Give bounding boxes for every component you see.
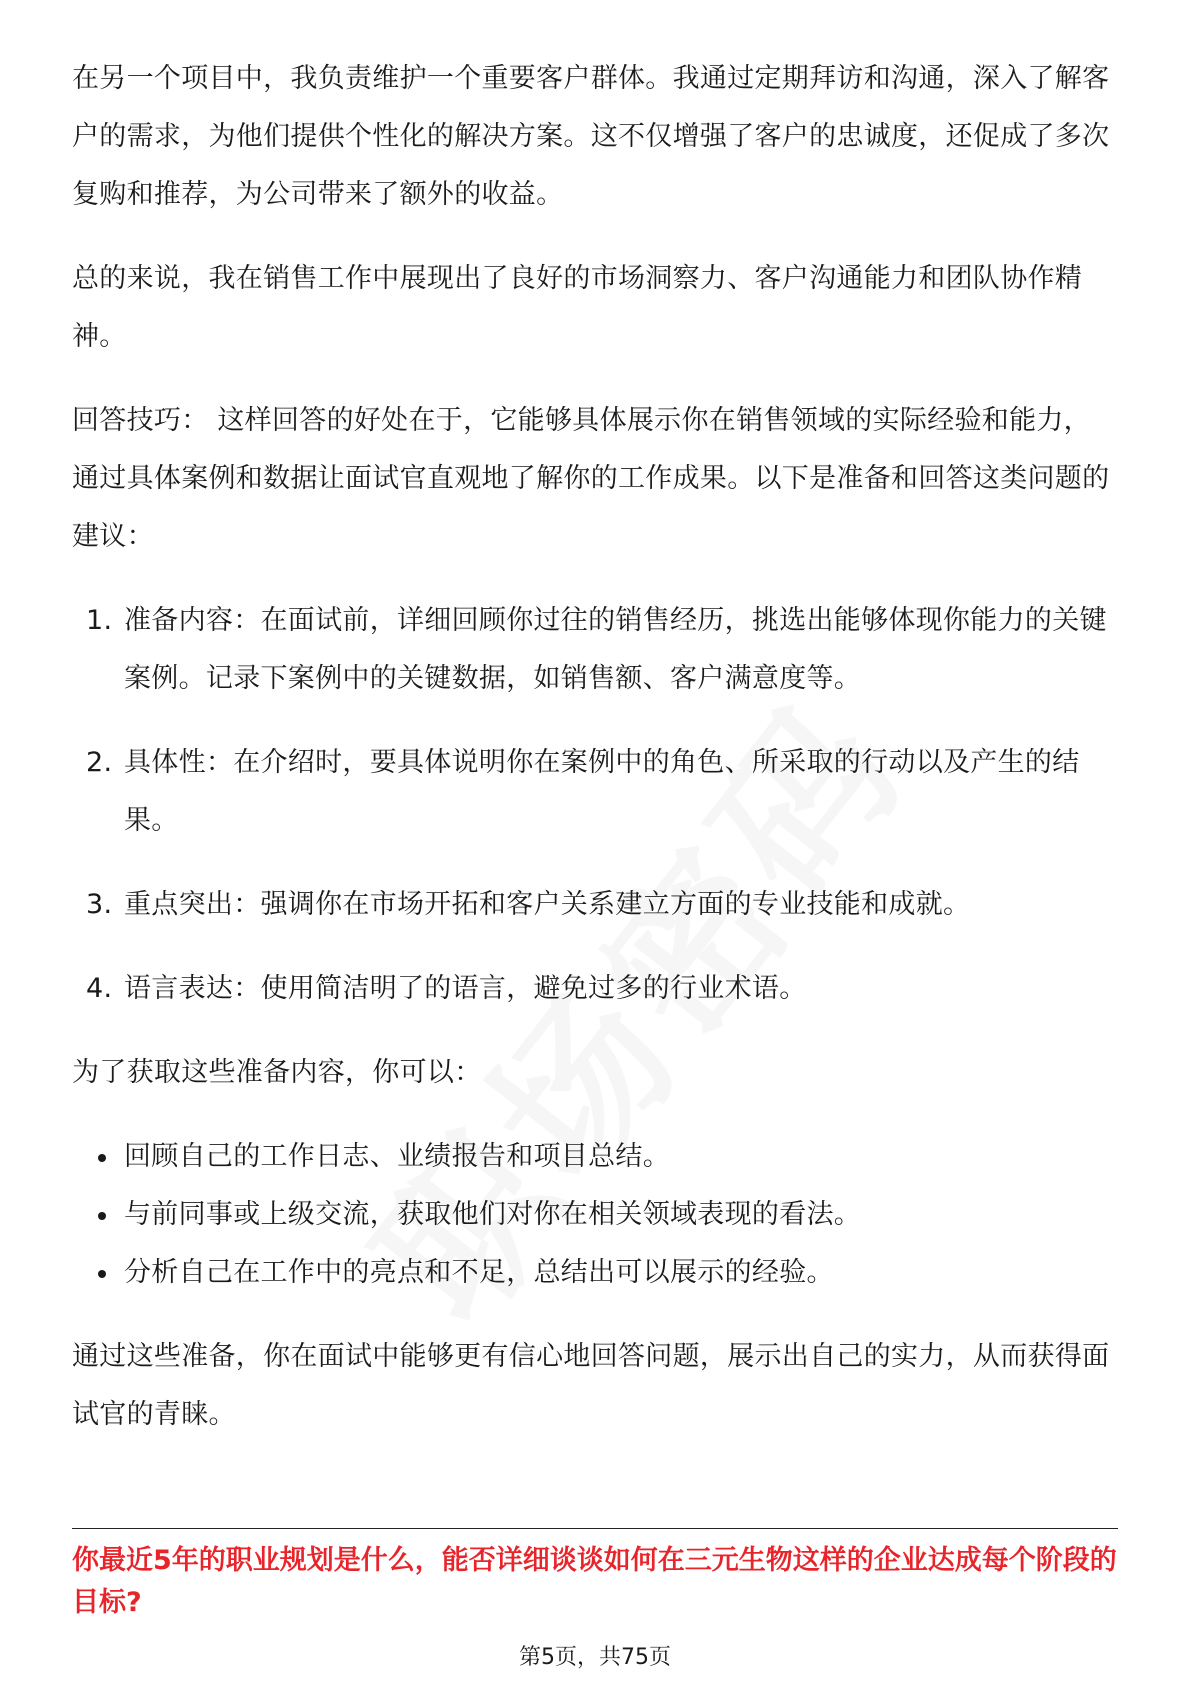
list-item-text: 与前同事或上级交流，获取他们对你在相关领域表现的看法。 — [124, 1199, 862, 1230]
list-item-number: 3. — [86, 889, 113, 920]
list-item — [72, 1244, 1118, 1302]
list-item — [72, 876, 1118, 934]
list-item-text: 语言表达：使用简洁明了的语言，避免过多的行业术语。 — [124, 973, 807, 1004]
tips-list — [72, 592, 1118, 1018]
list-item-text: 回顾自己的工作日志、业绩报告和项目总结。 — [124, 1141, 670, 1172]
bullet-icon — [98, 1154, 106, 1162]
list-item-text: 具体性：在介绍时，要具体说明你在案例中的角色、所采取的行动以及产生的结果。 — [124, 747, 1080, 836]
paragraph-conclusion: 通过这些准备，你在面试中能够更有信心地回答问题，展示出自己的实力，从而获得面试官的青睐。 — [72, 1341, 1110, 1430]
section-divider — [72, 1528, 1118, 1529]
preparation-list — [72, 1128, 1118, 1302]
list-item — [72, 734, 1118, 850]
list-item — [72, 1186, 1118, 1244]
paragraph-preparation-intro: 为了获取这些准备内容，你可以： — [72, 1057, 482, 1088]
bullet-icon — [98, 1270, 106, 1278]
next-question-heading: 你最近5年的职业规划是什么，能否详细谈谈如何在三元生物这样的企业达成每个阶段的目标? — [72, 1545, 1117, 1618]
list-item — [72, 592, 1118, 708]
paragraph-answer-tips: 回答技巧： 这样回答的好处在于，它能够具体展示你在销售领域的实际经验和能力，通过具体案例和数据让面试官直观地了解你的工作成果。以下是准备和回答这类问题的建议： — [72, 405, 1110, 552]
paragraph-project: 在另一个项目中，我负责维护一个重要客户群体。我通过定期拜访和沟通，深入了解客户的需求，为他们提供个性化的解决方案。这不仅增强了客户的忠诚度，还促成了多次复购和推荐，为公司带来了额外的收益。 — [72, 63, 1110, 210]
list-item — [72, 1128, 1118, 1186]
list-item-number: 2. — [86, 747, 113, 778]
paragraph-summary: 总的来说，我在销售工作中展现出了良好的市场洞察力、客户沟通能力和团队协作精神。 — [72, 263, 1083, 352]
list-item-text: 重点突出：强调你在市场开拓和客户关系建立方面的专业技能和成就。 — [124, 889, 971, 920]
bullet-icon — [98, 1212, 106, 1220]
page-number: 第5页，共75页 — [519, 1645, 671, 1670]
list-item-text: 准备内容：在面试前，详细回顾你过往的销售经历，挑选出能够体现你能力的关键案例。记录下案例中的关键数据，如销售额、客户满意度等。 — [124, 605, 1107, 694]
list-item — [72, 960, 1118, 1018]
list-item-number: 4. — [86, 973, 113, 1004]
document-body — [72, 50, 1118, 1470]
list-item-text: 分析自己在工作中的亮点和不足，总结出可以展示的经验。 — [124, 1257, 834, 1288]
list-item-number: 1. — [86, 605, 113, 636]
